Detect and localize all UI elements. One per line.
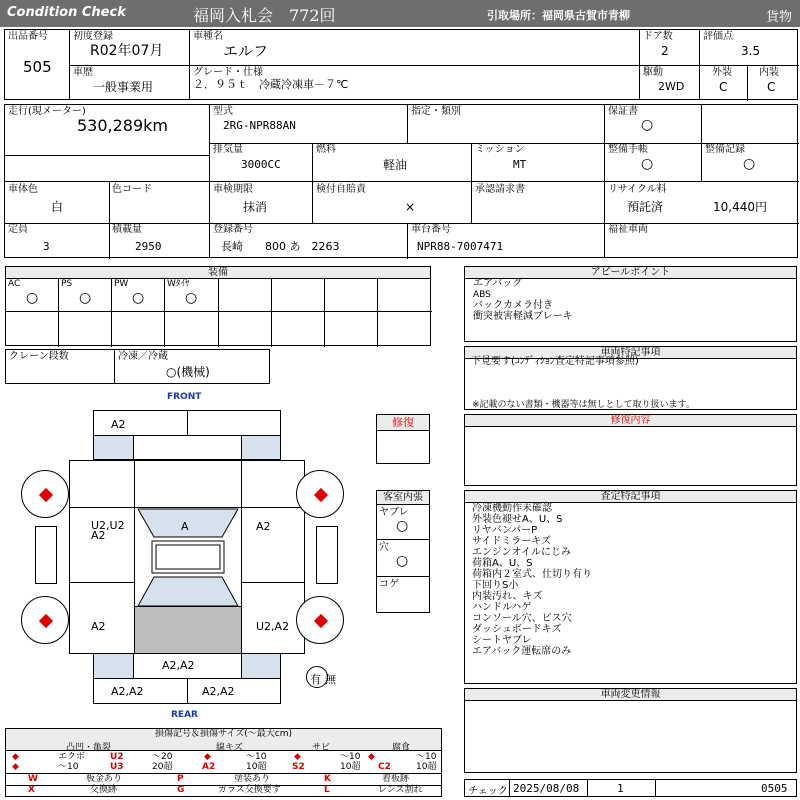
interior-hole-label: 穴 — [379, 542, 389, 553]
history-value: 一般事業用 — [93, 80, 154, 94]
special-notes-box — [464, 346, 797, 410]
chassis-value: NPR88-7007471 — [417, 240, 504, 253]
equipment-box — [5, 266, 431, 346]
drive-value: 2WD — [658, 80, 685, 93]
equip-wtire-value: ○ — [185, 290, 198, 306]
repair-content-box — [464, 414, 797, 486]
drive-label: 駆動 — [643, 67, 663, 78]
legend-scratch-c2: ～10 — [246, 752, 267, 762]
welfare-label: 福祉車両 — [608, 224, 648, 235]
equip-pw-value: ○ — [132, 290, 145, 306]
reg-no-value: 長崎 800 あ 2263 — [221, 240, 340, 253]
change-title: 車両変更情報 — [465, 689, 796, 701]
interior-tear-label: ヤブレ — [379, 507, 409, 518]
model-label: 型式 — [213, 106, 233, 117]
auction-title: 福岡入札会 772回 — [193, 6, 336, 25]
service-book-label: 整備手帳 — [608, 144, 648, 155]
appeal-line: 衝突被害軽減ブレーキ — [473, 311, 573, 322]
interior-burn-label: コゲ — [379, 579, 399, 590]
legend-group-dent: 凸凹・亀裂 — [66, 743, 112, 753]
mark-rear-right: A2,A2 — [202, 685, 235, 698]
assessment-line: 下回りS小 — [472, 580, 519, 591]
warranty-label: 保証書 — [608, 106, 638, 117]
equip-ac-label: AC — [8, 279, 21, 289]
panel-front-right-light — [241, 435, 281, 460]
panel-rear-right-light — [241, 653, 281, 679]
recycle-fee: 10,440円 — [713, 200, 767, 214]
recycle-label: リサイクル料 — [608, 184, 667, 195]
legend-title: 損傷記号＆損傷サイズ(～最大cm) — [6, 729, 441, 741]
spare-yes: 有 — [310, 673, 321, 686]
legend-corrosion-c3: C2 — [378, 762, 391, 772]
legend-dent-c6: 20超 — [152, 762, 173, 772]
mark-rear-left: A2,A2 — [111, 685, 144, 698]
legend-rust-c2: ～10 — [340, 752, 361, 762]
panel-front-center — [133, 435, 242, 460]
spare-none: 無 — [325, 673, 336, 686]
legend-dent-c2: U2 — [110, 752, 124, 762]
load-label: 積載量 — [112, 224, 142, 235]
legend-group-scratch: 線キズ — [216, 743, 243, 753]
assessment-line: エアバック運転席のみ — [472, 646, 572, 657]
freezer-label: 冷凍／冷蔵 — [118, 351, 168, 362]
equip-pw-label: PW — [114, 279, 129, 289]
legend-code-g-desc: ガラス交換要す — [218, 785, 281, 795]
assessment-title: 査定特記事項 — [465, 491, 796, 503]
footer-check-box — [464, 779, 797, 797]
crane-freezer-box — [5, 349, 270, 384]
panel-hood — [134, 460, 242, 508]
appeal-line: エアバッグ — [473, 278, 523, 289]
equipment-title: 装備 — [6, 267, 430, 279]
legend-dent-c3: ～20 — [152, 752, 173, 762]
legend-code-w: W — [28, 774, 38, 784]
panel-left-rear — [69, 582, 135, 654]
ext-label: 外装 — [712, 67, 732, 78]
mark-left-door: U2,U2 A2 — [91, 519, 125, 542]
freezer-value: ○(機械) — [166, 365, 210, 379]
color-code-label: 色コード — [112, 184, 152, 195]
footer-check-label: チェック — [468, 786, 508, 797]
self-weight-label: 検付自賠責 — [316, 184, 366, 195]
mark-rear-center: A2,A2 — [162, 659, 195, 672]
legend-code-k: K — [324, 774, 331, 784]
appeal-title: アピールポイント — [465, 267, 796, 279]
interior-hole-value: ○ — [396, 553, 409, 569]
legend-rust-c4: 10超 — [340, 762, 361, 772]
mileage-label: 走行(現メーター) — [8, 106, 86, 117]
panel-rear-left-light — [93, 653, 134, 679]
displacement-value: 3000CC — [241, 158, 281, 171]
equip-ps-label: PS — [61, 279, 73, 289]
mileage-value: 530,289km — [77, 116, 169, 135]
wheel-front-right — [296, 470, 344, 518]
vehicle-name: エルフ — [223, 42, 269, 60]
mark-windshield: A — [181, 520, 189, 533]
inspection-value: 抹消 — [243, 200, 268, 214]
model-value: 2RG-NPR88AN — [223, 119, 296, 132]
legend-corrosion-c2: ～10 — [416, 752, 437, 762]
legend-dent-c4: ～10 — [58, 762, 79, 772]
legend-corrosion-c4: 10超 — [416, 762, 437, 772]
legend-scratch-c4: 10超 — [246, 762, 267, 772]
assessment-line: サイドミラーキズ — [472, 536, 552, 547]
panel-right-fender — [241, 460, 305, 508]
side-left — [35, 526, 57, 584]
mission-value: MT — [513, 158, 527, 171]
load-value: 2950 — [135, 240, 162, 253]
first-reg-label: 初度登録 — [73, 31, 113, 42]
spec-box — [4, 104, 798, 258]
special-title: 車両特記事項 — [465, 347, 796, 359]
wheel-rear-right — [296, 596, 344, 644]
score-value: 3.5 — [741, 44, 761, 58]
capacity-label: 定員 — [8, 224, 28, 235]
legend-code-l-desc: レンズ割れ — [378, 785, 423, 795]
assessment-line: 外装色褪せA、U、S — [472, 514, 563, 525]
capacity-value: 3 — [43, 240, 50, 253]
reg-no-label: 登録番号 — [213, 224, 253, 235]
doors-value: 2 — [661, 44, 669, 58]
legend-code-w-desc: 板金あり — [86, 774, 123, 784]
header-left-title: Condition Check — [7, 5, 126, 20]
panel-left-fender — [69, 460, 135, 508]
mission-label: ミッション — [475, 144, 525, 155]
history-label: 車歴 — [73, 67, 93, 78]
category-label: 貨物 — [766, 10, 793, 25]
repair-title: 修復内容 — [465, 415, 796, 427]
legend-code-p-desc: 塗装あり — [234, 774, 271, 784]
legend-group-rust: サビ — [312, 743, 331, 753]
legend-code-g: G — [177, 785, 185, 795]
equip-wtire-label: Wﾀｲﾔ — [167, 279, 190, 289]
grade-value: ２．９５ｔ 冷蔵冷凍車－７℃ — [193, 78, 349, 91]
assessment-box — [464, 490, 797, 684]
recycle-status: 預託済 — [627, 200, 664, 214]
fuel-label: 燃料 — [316, 144, 336, 155]
legend-rust-c3: S2 — [292, 762, 305, 772]
mark-front-bumper: A2 — [111, 418, 126, 431]
legend-scratch-c3: A2 — [202, 762, 216, 772]
diagram-front-label: FRONT — [167, 392, 202, 402]
side-right — [316, 526, 338, 584]
legend-code-k-desc: 着板跡 — [382, 774, 410, 784]
inspection-label: 車検期限 — [213, 184, 253, 195]
mark-right-door: A2 — [256, 520, 271, 533]
legend-code-x: X — [28, 785, 35, 795]
lot-label: 出品番号 — [8, 31, 48, 42]
footer-code: 0505 — [761, 782, 788, 795]
header-bar — [0, 0, 800, 27]
service-book-value: ○ — [641, 156, 654, 172]
special-note: ※記載のない書類・機器等は無しとして取り扱います。 — [472, 400, 695, 410]
grade-label: グレード・仕様 — [193, 67, 263, 78]
warranty-value: ○ — [641, 117, 654, 133]
equip-ps-value: ○ — [79, 290, 92, 306]
lot-number: 505 — [23, 58, 52, 76]
panel-right-door — [241, 507, 305, 583]
appeal-line: バックカメラ付き — [473, 300, 553, 311]
legend-code-l: L — [324, 785, 330, 795]
panel-rear-center — [134, 606, 242, 654]
assessment-line: エンジンオイルにじみ — [472, 547, 571, 558]
footer-date: 2025/08/08 — [513, 782, 580, 795]
appeal-box — [464, 266, 797, 342]
change-info-box — [464, 688, 797, 773]
repair-mark-box — [376, 414, 430, 464]
vehicle-diagram — [0, 388, 376, 724]
chassis-label: 車台番号 — [411, 224, 451, 235]
pickup-location: 引取場所：福岡県古賀市青柳 — [487, 9, 630, 22]
service-record-value: ○ — [743, 156, 756, 172]
panel-front-left-light — [93, 435, 134, 460]
assessment-line: 内装汚れ、キズ — [472, 591, 543, 602]
assessment-line: ハンドルハゲ — [472, 602, 532, 613]
assessment-line: ダッシュボードキズ — [472, 624, 562, 635]
legend-code-p: P — [177, 774, 184, 784]
assessment-line: 冷凍機動作未確認 — [472, 503, 552, 514]
body-color-value: 白 — [51, 200, 64, 214]
legend-code-x-desc: 交換跡 — [90, 785, 118, 795]
assessment-line: リヤバンパーP — [472, 525, 538, 536]
appeal-line: ABS — [473, 290, 491, 300]
designation-label: 指定・類別 — [411, 106, 461, 117]
first-reg-value: R02年07月 — [90, 43, 164, 59]
body-color-label: 車体色 — [8, 184, 38, 195]
legend-dent-c1: エクボ — [58, 752, 86, 762]
displacement-label: 排気量 — [213, 144, 243, 155]
crane-label: クレーン段数 — [9, 351, 69, 362]
score-label: 評価点 — [703, 31, 733, 42]
interior-box — [376, 490, 430, 613]
int-label: 内装 — [759, 67, 779, 78]
mark-right-rear: U2,A2 — [256, 620, 290, 633]
int-value: C — [767, 80, 776, 94]
legend-group-corrosion: 腐食 — [392, 743, 411, 753]
assessment-line: 荷箱A、U、S — [472, 558, 533, 569]
top-info-box — [4, 29, 798, 100]
diagram-rear-label: REAR — [171, 710, 198, 720]
interior-title: 客室内張 — [377, 491, 429, 505]
assessment-line: コンソール穴、ビス穴 — [472, 613, 572, 624]
assessment-line: シートヤブレ — [472, 635, 532, 646]
interior-tear-value: ○ — [396, 518, 409, 534]
special-line: 下見要す(ｺﾝﾃﾞｨｼｮﾝ査定特記事項参照) — [471, 356, 639, 367]
ext-value: C — [719, 80, 728, 94]
assessment-line: 荷箱内２室式、仕切り有り — [472, 569, 592, 580]
self-weight-value: × — [405, 200, 416, 214]
footer-num: 1 — [617, 782, 624, 795]
doors-label: ドア数 — [643, 31, 673, 42]
equip-ac-value: ○ — [26, 290, 39, 306]
mark-left-rear: A2 — [91, 620, 106, 633]
legend-box: 損傷記号＆損傷サイズ(～最大cm) 凸凹・亀裂 線キズ サビ 腐食 ◆ エクボ U2 ～20 ◆ ～10 ◆ ～10 ◆ ～10 ◆ ～10 U3 20超 A2 10超 S2 10超 C2 10超 W 板金あり P 塗装あり K 着板跡 X 交換跡 G ガラス交換要す L レンズ割れ — [5, 728, 442, 797]
legend-dent-c5: U3 — [110, 762, 124, 772]
fuel-value: 軽油 — [383, 158, 408, 172]
approval-label: 承認請求書 — [475, 184, 525, 195]
wheel-front-left — [21, 470, 69, 518]
name-label: 車種名 — [193, 31, 223, 42]
repair-mark-title: 修復 — [377, 415, 429, 431]
service-record-label: 整備記録 — [705, 144, 745, 155]
wheel-rear-left — [21, 596, 69, 644]
